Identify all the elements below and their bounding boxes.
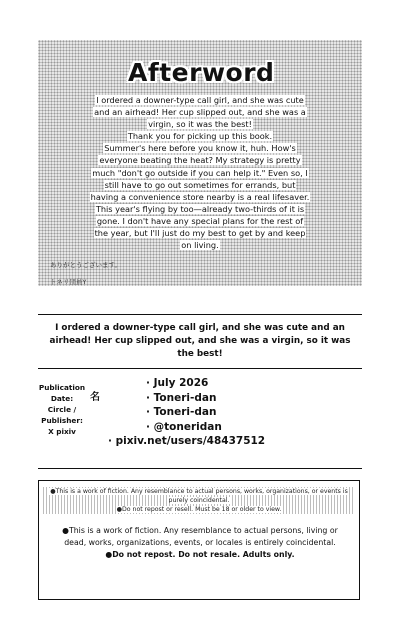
notice-line: ●This is a work of fiction. Any resemblance to actual persons, living or — [62, 526, 338, 535]
afterword-line: on living. — [181, 240, 219, 251]
divider-bottom — [38, 468, 362, 469]
notice-line: dead, works, organizations, events, or locales is entirely coincidental. — [64, 538, 336, 547]
publication-date: · July 2026 — [146, 377, 209, 389]
pixiv-link: · pixiv.net/users/48437512 — [108, 435, 266, 448]
divider-middle — [38, 368, 362, 369]
colophon-label: X pixiv — [48, 427, 76, 436]
publisher-name: · Toneri-dan — [146, 406, 217, 419]
afterword-line: virgin, so it was the best! — [148, 119, 252, 130]
author-signature: トネリ団員Y — [50, 278, 87, 286]
afterword-line: Thank you for picking up this book. — [127, 131, 273, 142]
afterword-title: Afterword — [128, 58, 275, 87]
afterword-line: much "don't go outside if you can help it." Even so, I — [92, 167, 308, 178]
colophon-values — [108, 376, 276, 449]
colophon-label: Publication — [38, 383, 86, 392]
afterword-line: I ordered a downer-type call girl, and she was cute — [96, 95, 304, 105]
publication-title-line: the best! — [177, 349, 223, 359]
colophon-label: Date: — [50, 394, 74, 403]
notice-small-print — [43, 487, 355, 514]
afterword-line: gone. I don't have any special plans for the rest of — [96, 215, 304, 226]
afterword-line: everyone beating the heat? My strategy is pretty — [99, 155, 301, 166]
afterword-line: and an airhead! Her cup slipped out, and she was a — [94, 107, 306, 118]
notice-line: ●This is a work of fiction. Any resemblance to actual persons, works, organizations, or events is — [50, 488, 348, 495]
colophon-labels — [36, 382, 88, 437]
notice-line: ●Do not repost or resell. Must be 18 or older to view. — [116, 506, 282, 513]
colophon-label: Circle / — [47, 405, 77, 414]
publication-title-line: I ordered a downer-type call girl, and she was cute and an — [55, 323, 345, 333]
thanks-note: ありがとうございます。 — [50, 261, 121, 269]
notice-main — [47, 525, 353, 561]
notice-line: ●Do not repost. Do not resale. Adults only. — [105, 550, 295, 559]
afterword-line: This year's flying by too—already two-thirds of it is — [95, 203, 305, 214]
afterword-body — [42, 94, 358, 251]
afterword-line: having a convenience store nearby is a real lifesaver. — [90, 191, 310, 202]
x-handle: · @toneridan — [146, 420, 222, 433]
divider-top — [38, 314, 362, 315]
publication-title-line: airhead! Her cup slipped out, and she was a virgin, so it was — [49, 336, 351, 346]
colophon-label: Publisher: — [41, 416, 83, 425]
notice-line: purely coincidental. — [168, 497, 230, 504]
afterword-line: Summer's here before you know it, huh. How's — [104, 143, 296, 154]
circle-name: · Toneri-dan — [146, 391, 217, 404]
notice-box — [38, 480, 360, 600]
afterword-line: still have to go out sometimes for errands, but — [104, 179, 296, 190]
afterword-line: the year, but I'll just do my best to get by and keep — [94, 228, 306, 239]
name-stamp: 名 — [90, 392, 100, 403]
publication-title — [40, 322, 360, 361]
